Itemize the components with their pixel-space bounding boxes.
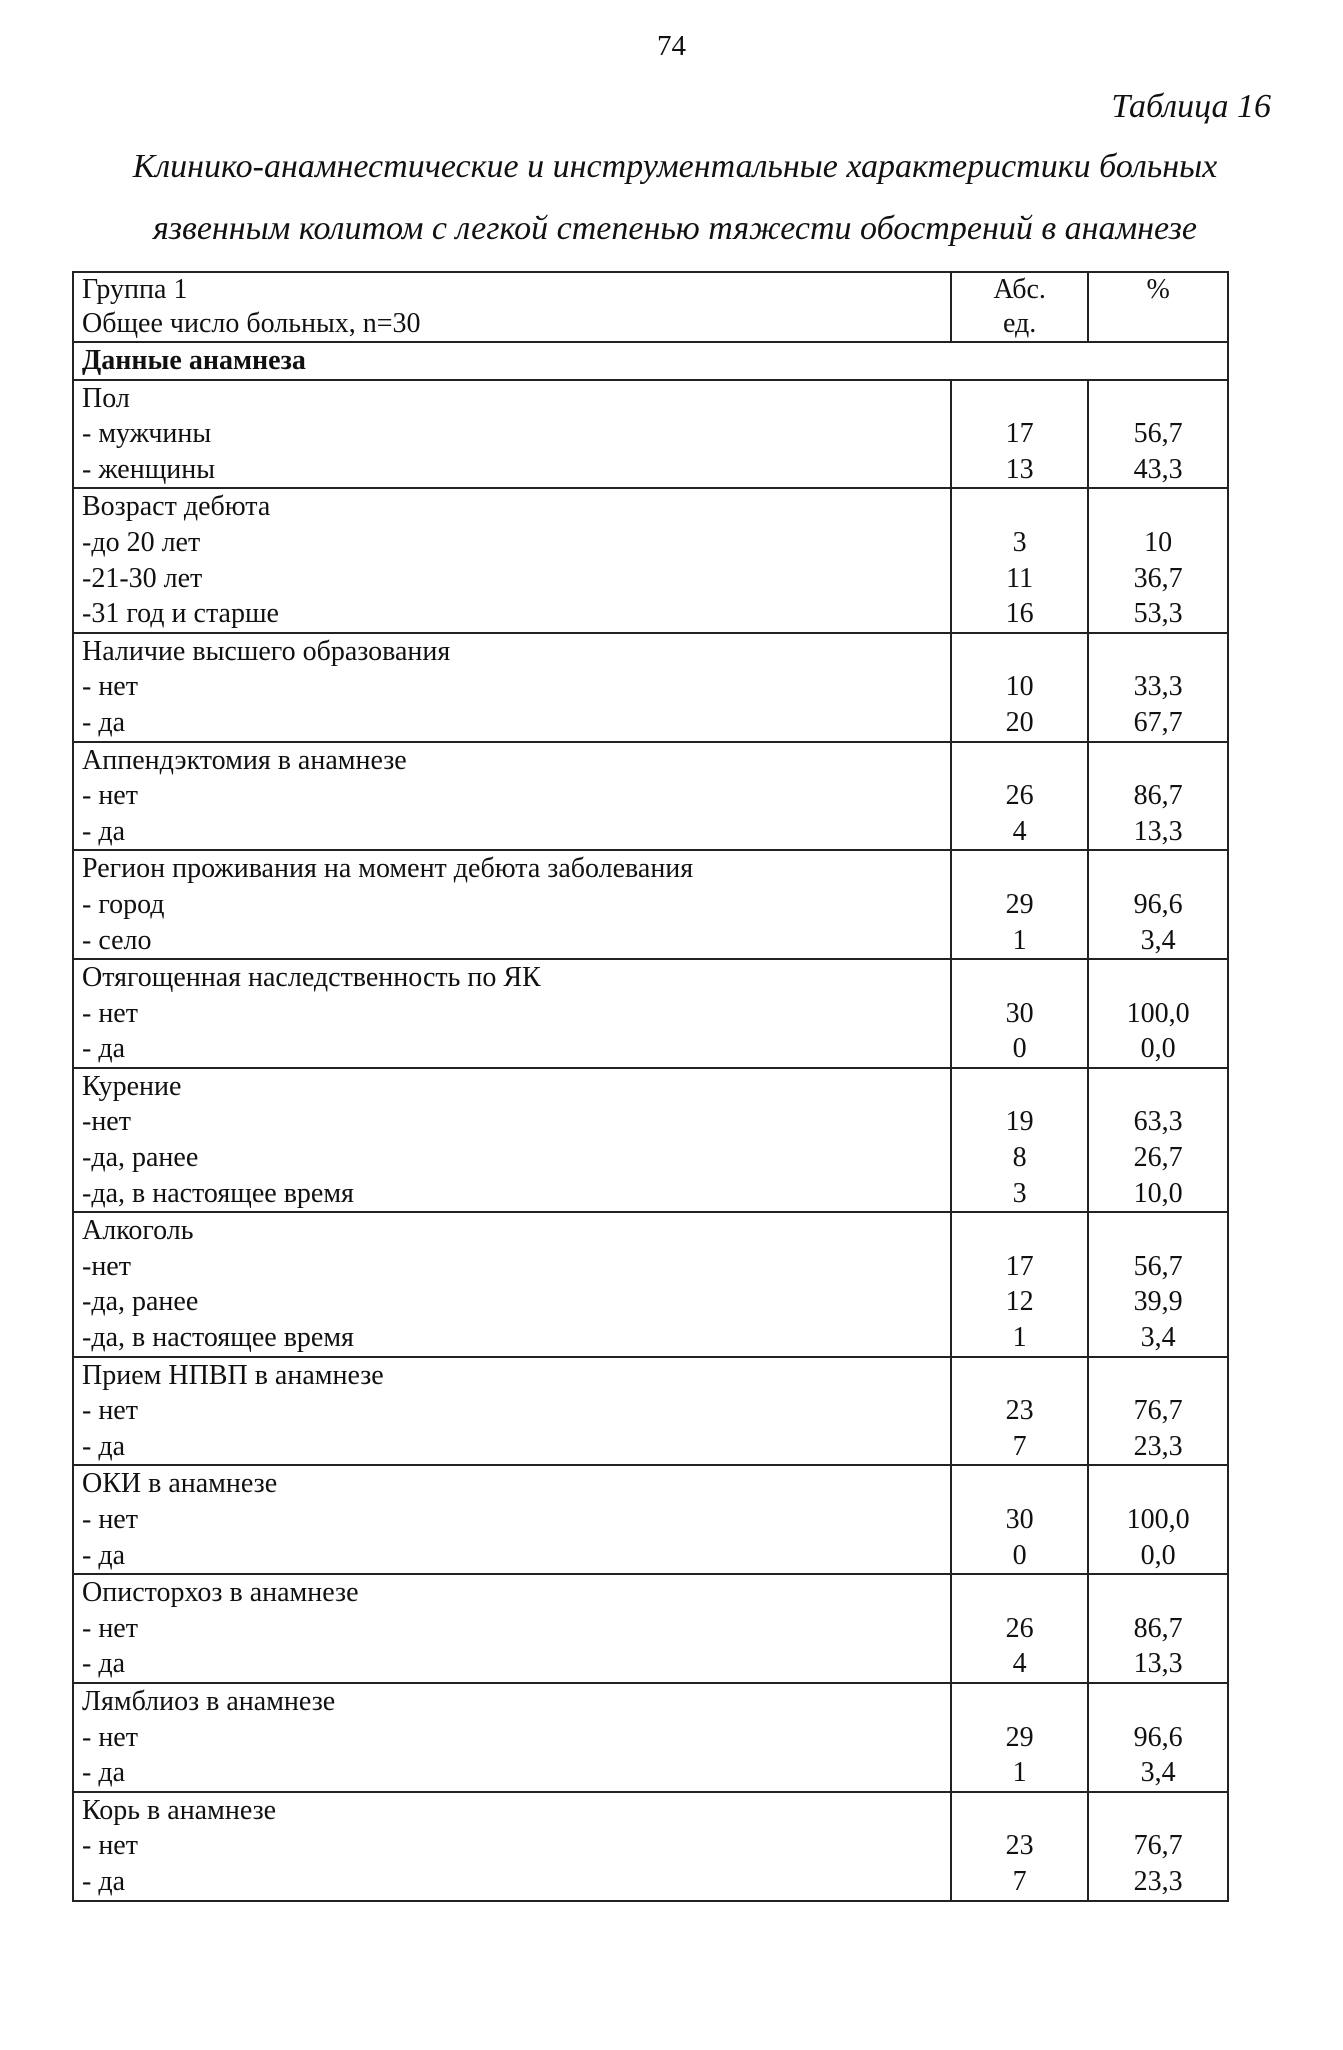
group-percent-cell [1088, 1792, 1228, 1901]
header-group-cell [73, 272, 951, 342]
row-label: - нет [82, 997, 138, 1029]
row-percent-value: 56,7 [1133, 1250, 1183, 1282]
group-percent-cell [1088, 1574, 1228, 1683]
spacer [1097, 1213, 1219, 1249]
group-title: Описторхоз в анамнезе [82, 1577, 359, 1609]
group-title: Регион проживания на момент дебюта заболевания [82, 853, 694, 885]
group-labels-cell [73, 1357, 951, 1466]
group-row [73, 380, 1228, 489]
spacer [960, 960, 1079, 996]
row-percent-value: 39,9 [1133, 1286, 1183, 1318]
row-label: -нет [82, 1106, 131, 1138]
group-labels-cell [73, 742, 951, 851]
group-title: Алкоголь [82, 1215, 194, 1247]
row-label: - нет [82, 1721, 138, 1753]
row-label: -да, в настоящее время [82, 1177, 354, 1209]
spacer [1097, 381, 1219, 417]
row-label: - мужчины [82, 418, 212, 450]
spacer [1097, 851, 1219, 887]
row-percent-value: 86,7 [1133, 780, 1183, 812]
row-percent-value: 10 [1144, 526, 1173, 558]
row-label: -31 год и старше [82, 598, 279, 630]
row-percent-value: 23,3 [1133, 1865, 1183, 1897]
row-label: - да [82, 1430, 125, 1462]
row-percent-value: 43,3 [1133, 453, 1183, 485]
group-labels-cell [73, 1212, 951, 1356]
row-label: - да [82, 1757, 125, 1789]
spacer [1097, 743, 1219, 779]
row-label: - нет [82, 1504, 138, 1535]
row-label: -да, ранее [82, 1286, 199, 1318]
spacer [960, 634, 1079, 670]
row-percent-value: 3,4 [1140, 1757, 1176, 1789]
row-percent-value: 3,4 [1140, 924, 1176, 956]
group-labels-cell [73, 633, 951, 742]
row-abs-value: 19 [1005, 1106, 1034, 1138]
row-percent-value: 63,3 [1133, 1106, 1183, 1138]
row-label: - да [82, 815, 125, 847]
row-label: - город [82, 888, 165, 920]
group-title: Наличие высшего образования [82, 635, 451, 667]
group-title: Курение [82, 1070, 182, 1102]
row-label: - нет [82, 780, 138, 812]
group-abs-cell [951, 1792, 1088, 1901]
group-abs-cell [951, 380, 1088, 489]
group-percent-cell [1088, 488, 1228, 632]
group-labels-cell [73, 850, 951, 959]
header-abs-cell [951, 272, 1088, 342]
section-title: Данные анамнеза [73, 342, 1228, 380]
header-group-label: Группа 1 [82, 274, 188, 305]
group-labels-cell [73, 1465, 951, 1574]
row-abs-value: 23 [1005, 1830, 1034, 1862]
row-abs-value: 23 [1005, 1395, 1034, 1427]
group-abs-cell [951, 959, 1088, 1068]
group-abs-cell [951, 488, 1088, 632]
row-label: - нет [82, 1612, 138, 1644]
group-title: Пол [82, 382, 130, 414]
row-percent-value: 13,3 [1133, 1648, 1183, 1680]
spacer [1097, 960, 1219, 996]
row-percent-value: 56,7 [1133, 418, 1183, 450]
row-percent-value: 96,6 [1133, 888, 1183, 920]
spacer [960, 1358, 1079, 1394]
group-labels-cell [73, 1068, 951, 1212]
table-header-row [73, 272, 1228, 342]
table-title-line-2: язвенным колитом с легкой степенью тяжести обострений в анамнезе [152, 210, 1198, 247]
group-title: ОКИ в анамнезе [82, 1468, 278, 1500]
spacer [1097, 1358, 1219, 1394]
row-abs-value: 26 [1005, 780, 1034, 812]
row-label: - нет [82, 1830, 138, 1862]
group-title: Лямблиоз в анамнезе [82, 1685, 336, 1717]
row-percent-value: 26,7 [1133, 1142, 1183, 1174]
row-label: - село [82, 924, 152, 956]
group-row [73, 1068, 1228, 1212]
row-label: -до 20 лет [82, 526, 201, 558]
group-title: Корь в анамнезе [82, 1794, 277, 1826]
group-abs-cell [951, 1465, 1088, 1574]
row-percent-value: 3,4 [1140, 1322, 1176, 1354]
row-percent-value: 67,7 [1133, 706, 1183, 738]
group-percent-cell [1088, 850, 1228, 959]
row-abs-value: 10 [1005, 671, 1034, 703]
row-percent-value: 0,0 [1140, 1539, 1176, 1571]
group-row [73, 1465, 1228, 1574]
header-percent-label: % [1146, 274, 1170, 305]
spacer [1097, 634, 1219, 670]
group-abs-cell [951, 1068, 1088, 1212]
group-percent-cell [1088, 1357, 1228, 1466]
group-percent-cell [1088, 959, 1228, 1068]
header-abs-line1: Абс. [993, 274, 1046, 305]
row-abs-value: 30 [1005, 997, 1034, 1029]
group-title: Возраст дебюта [82, 491, 271, 523]
group-row [73, 488, 1228, 632]
row-label: -да, в настоящее время [82, 1322, 354, 1354]
row-label: - женщины [82, 453, 216, 485]
row-abs-value: 7 [1012, 1430, 1027, 1462]
group-percent-cell [1088, 1465, 1228, 1574]
row-abs-value: 30 [1005, 1504, 1034, 1535]
row-percent-value: 96,6 [1133, 1721, 1183, 1753]
row-percent-value: 53,3 [1133, 598, 1183, 630]
group-labels-cell [73, 488, 951, 632]
group-abs-cell [951, 1574, 1088, 1683]
group-percent-cell [1088, 1068, 1228, 1212]
spacer [1097, 1466, 1219, 1502]
row-label: - да [82, 1865, 125, 1897]
spacer [960, 1069, 1079, 1105]
row-abs-value: 13 [1005, 453, 1034, 485]
row-percent-value: 13,3 [1133, 815, 1183, 847]
row-percent-value: 100,0 [1126, 997, 1190, 1029]
row-abs-value: 7 [1012, 1865, 1027, 1897]
spacer [1097, 1684, 1219, 1720]
row-label: - нет [82, 1395, 138, 1427]
row-percent-value: 76,7 [1133, 1830, 1183, 1862]
group-row [73, 959, 1228, 1068]
row-abs-value: 29 [1005, 1721, 1034, 1753]
row-abs-value: 4 [1012, 815, 1027, 847]
group-percent-cell [1088, 1683, 1228, 1792]
row-label: -нет [82, 1250, 131, 1282]
group-title: Аппендэктомия в анамнезе [82, 744, 407, 776]
group-abs-cell [951, 1357, 1088, 1466]
row-abs-value: 0 [1012, 1539, 1027, 1571]
row-abs-value: 4 [1012, 1648, 1027, 1680]
data-table [72, 271, 1229, 1902]
row-label: - нет [82, 671, 138, 703]
group-title: Прием НПВП в анамнезе [82, 1359, 384, 1391]
group-labels-cell [73, 959, 951, 1068]
spacer [960, 851, 1079, 887]
group-row [73, 1212, 1228, 1356]
group-percent-cell [1088, 380, 1228, 489]
group-abs-cell [951, 742, 1088, 851]
row-label: - да [82, 1033, 125, 1065]
header-percent-cell [1088, 272, 1228, 342]
spacer [960, 1793, 1079, 1829]
row-percent-value: 36,7 [1133, 562, 1183, 594]
group-row [73, 850, 1228, 959]
row-label: - да [82, 1648, 125, 1680]
group-row [73, 1574, 1228, 1683]
spacer [960, 381, 1079, 417]
row-abs-value: 29 [1005, 888, 1034, 920]
spacer [1097, 1069, 1219, 1105]
row-abs-value: 8 [1012, 1142, 1027, 1174]
row-label: -да, ранее [82, 1142, 199, 1174]
group-title: Отягощенная наследственность по ЯК [82, 962, 541, 994]
group-row [73, 1792, 1228, 1901]
row-abs-value: 12 [1005, 1286, 1034, 1318]
row-abs-value: 20 [1005, 706, 1034, 738]
group-abs-cell [951, 633, 1088, 742]
group-row [73, 1357, 1228, 1466]
row-abs-value: 26 [1005, 1612, 1034, 1644]
row-label: -21-30 лет [82, 562, 203, 594]
spacer [1097, 1575, 1219, 1611]
row-label: - да [82, 1539, 125, 1571]
spacer [960, 489, 1079, 525]
row-abs-value: 3 [1012, 526, 1027, 558]
row-abs-value: 0 [1012, 1033, 1027, 1065]
row-abs-value: 11 [1006, 562, 1034, 594]
spacer [960, 1466, 1079, 1502]
group-labels-cell [73, 380, 951, 489]
row-percent-value: 10,0 [1133, 1177, 1183, 1209]
section-header-row [73, 342, 1228, 380]
group-percent-cell [1088, 633, 1228, 742]
row-abs-value: 17 [1005, 418, 1034, 450]
table-title-line-1: Клинико-анамнестические и инструментальные характеристики больных [132, 148, 1218, 185]
row-percent-value: 76,7 [1133, 1395, 1183, 1427]
row-percent-value: 86,7 [1133, 1612, 1183, 1644]
spacer [960, 1213, 1079, 1249]
row-percent-value: 33,3 [1133, 671, 1183, 703]
spacer [1097, 1793, 1219, 1829]
group-percent-cell [1088, 742, 1228, 851]
row-abs-value: 16 [1005, 598, 1034, 630]
spacer [960, 1684, 1079, 1720]
group-labels-cell [73, 1574, 951, 1683]
header-total-label: Общее число больных, n=30 [82, 308, 421, 339]
group-percent-cell [1088, 1212, 1228, 1356]
row-abs-value: 3 [1012, 1177, 1027, 1209]
row-label: - да [82, 706, 125, 738]
row-abs-value: 1 [1012, 1757, 1027, 1789]
spacer [960, 1575, 1079, 1611]
group-row [73, 742, 1228, 851]
row-percent-value: 23,3 [1133, 1430, 1183, 1462]
table-caption: Таблица 16 [1111, 88, 1271, 125]
group-row [73, 633, 1228, 742]
spacer [960, 743, 1079, 779]
group-abs-cell [951, 1683, 1088, 1792]
group-labels-cell [73, 1792, 951, 1901]
row-abs-value: 17 [1005, 1250, 1034, 1282]
header-abs-line2: ед. [1003, 308, 1037, 339]
group-abs-cell [951, 1212, 1088, 1356]
group-row [73, 1683, 1228, 1792]
row-abs-value: 1 [1012, 1322, 1027, 1354]
group-labels-cell [73, 1683, 951, 1792]
page-number: 74 [657, 30, 686, 62]
row-abs-value: 1 [1012, 924, 1027, 956]
row-percent-value: 0,0 [1140, 1033, 1176, 1065]
row-percent-value: 100,0 [1126, 1504, 1190, 1535]
spacer [1097, 489, 1219, 525]
group-abs-cell [951, 850, 1088, 959]
